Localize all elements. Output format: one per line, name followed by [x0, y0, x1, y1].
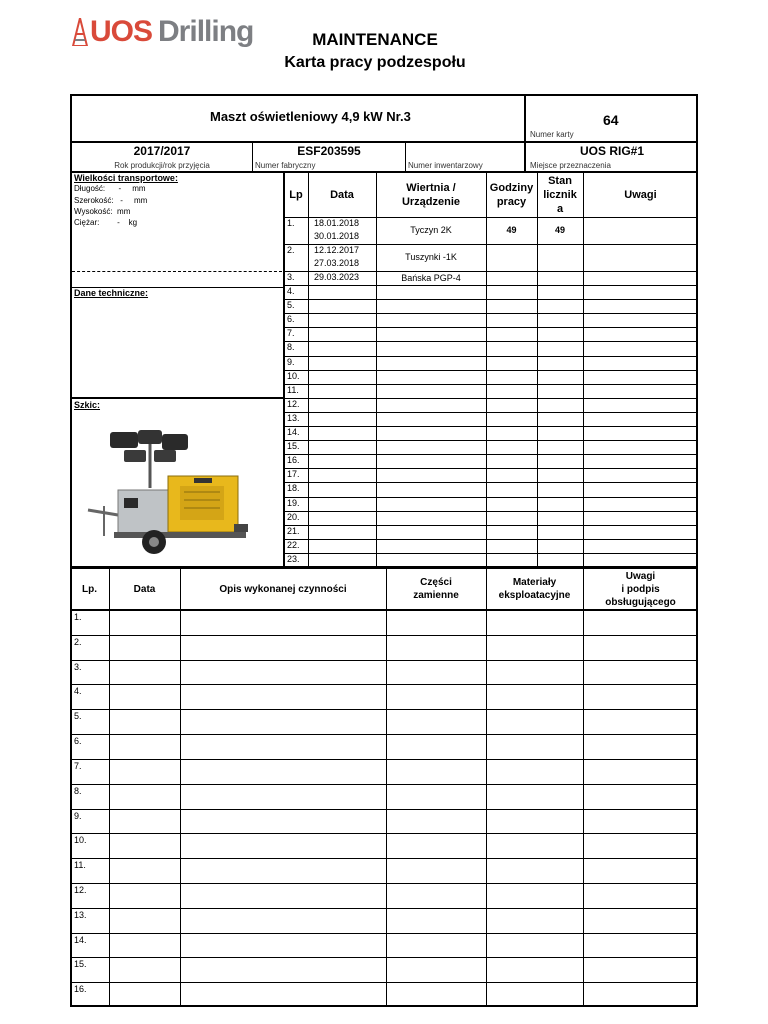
- usage-row-lp: 10.: [287, 370, 300, 381]
- light-tower-illustration: [84, 428, 256, 558]
- card-number-label: Numer karty: [530, 130, 574, 139]
- inventory-number-label: Numer inwentarzowy: [408, 161, 483, 170]
- maint-row-lp: 14.: [74, 934, 87, 945]
- usage-row-lp: 16.: [287, 455, 300, 466]
- logo-text-drilling: Drilling: [158, 15, 254, 48]
- maint-row-lp: 5.: [74, 711, 82, 722]
- maint-row-lp: 1.: [74, 612, 82, 622]
- component-name: Maszt oświetleniowy 4,9 kW Nr.3: [210, 109, 411, 124]
- maint-header-materials: Materiały eksploatacyjne: [498, 577, 571, 601]
- usage-row-lp: 11.: [287, 384, 299, 395]
- maint-header-parts: Części zamienne: [413, 577, 459, 601]
- usage-row-lp: 2.: [287, 245, 295, 255]
- maint-row-lp: 13.: [74, 909, 87, 920]
- destination-label: Miejsce przeznaczenia: [530, 161, 611, 170]
- card-number: 64: [603, 112, 619, 128]
- usage-row-date: 29.03.2023: [314, 272, 360, 282]
- usage-row-lp: 5.: [287, 300, 295, 311]
- usage-row-counter: 49: [554, 225, 565, 235]
- usage-header-date: Data: [330, 188, 354, 201]
- serial-number-label: Numer fabryczny: [255, 161, 316, 170]
- serial-number: ESF203595: [297, 144, 361, 158]
- usage-row-lp: 15.: [287, 441, 300, 452]
- production-year: 2017/2017: [133, 144, 191, 158]
- maint-row-lp: 9.: [74, 810, 82, 821]
- usage-header-notes: Uwagi: [624, 188, 657, 201]
- usage-row-lp: 23.: [287, 553, 300, 564]
- transport-length: Długość: - mm: [74, 184, 146, 193]
- usage-row-lp: 6.: [287, 314, 295, 325]
- maint-row-lp: 8.: [74, 785, 82, 796]
- maint-row-lp: 2.: [74, 636, 82, 647]
- transport-weight: Ciężar: - kg: [74, 218, 138, 227]
- maint-row-lp: 11.: [74, 860, 86, 871]
- usage-header-site: Wiertnia / Urządzenie: [401, 181, 461, 208]
- maint-row-lp: 10.: [74, 835, 87, 846]
- usage-row-lp: 12.: [287, 398, 300, 409]
- usage-row-lp: 17.: [287, 469, 300, 480]
- sketch-heading: Szkic:: [74, 400, 101, 410]
- usage-row-date-end: 30.01.2018: [314, 231, 360, 241]
- maintenance-table-frame: [70, 567, 698, 1007]
- maint-row-lp: 15.: [74, 959, 87, 970]
- usage-row-site: Tyczyn 2K: [410, 225, 452, 235]
- usage-row-site: Bańska PGP-4: [401, 272, 461, 283]
- usage-header-hours: Godziny pracy: [489, 181, 534, 208]
- usage-row-date-end: 27.03.2018: [314, 258, 360, 268]
- maint-header-lp: Lp.: [82, 583, 97, 595]
- usage-row-lp: 4.: [287, 286, 295, 296]
- tech-data-heading: Dane techniczne:: [74, 288, 149, 298]
- transport-width: Szerokość: - mm: [74, 196, 148, 205]
- transport-height: Wysokość: mm: [74, 207, 131, 216]
- usage-header-counter: Stan licznik a: [543, 174, 577, 215]
- usage-row-lp: 1.: [287, 218, 295, 228]
- maint-header-description: Opis wykonanej czynności: [219, 583, 347, 595]
- document-title: MAINTENANCE: [312, 30, 438, 49]
- document-subtitle: Karta pracy podzespołu: [284, 54, 466, 71]
- usage-row-lp: 21.: [287, 525, 300, 536]
- usage-row-date: 18.01.2018: [314, 218, 360, 228]
- maint-row-lp: 16.: [74, 984, 87, 995]
- usage-row-date: 12.12.2017: [314, 245, 360, 255]
- usage-row-lp: 22.: [287, 539, 300, 550]
- usage-row-hours: 49: [506, 225, 517, 235]
- usage-row-lp: 14.: [287, 427, 300, 437]
- transport-heading: Wielkości transportowe:: [74, 173, 178, 183]
- maint-row-lp: 7.: [74, 760, 82, 771]
- usage-row-lp: 20.: [287, 511, 300, 522]
- production-year-label: Rok produkcji/rok przyjęcia: [114, 161, 210, 170]
- usage-row-lp: 19.: [287, 497, 300, 508]
- usage-row-lp: 3.: [287, 272, 295, 282]
- usage-row-lp: 8.: [287, 342, 295, 353]
- usage-row-site: Tuszynki -1K: [405, 252, 457, 262]
- maint-header-date: Data: [133, 583, 156, 595]
- usage-row-lp: 9.: [287, 356, 295, 367]
- usage-header-lp: Lp: [289, 188, 303, 201]
- usage-row-lp: 13.: [287, 412, 300, 423]
- destination: UOS RIG#1: [579, 144, 645, 158]
- usage-row-lp: 7.: [287, 328, 295, 339]
- maint-row-lp: 12.: [74, 884, 87, 895]
- logo-text-uos: UOS: [90, 15, 153, 48]
- maint-row-lp: 6.: [74, 736, 82, 747]
- usage-row-lp: 18.: [287, 483, 300, 494]
- maint-header-notes-signature: Uwagi i podpis obsługującego: [605, 570, 676, 608]
- maint-row-lp: 3.: [74, 661, 82, 672]
- maint-row-lp: 4.: [74, 686, 82, 697]
